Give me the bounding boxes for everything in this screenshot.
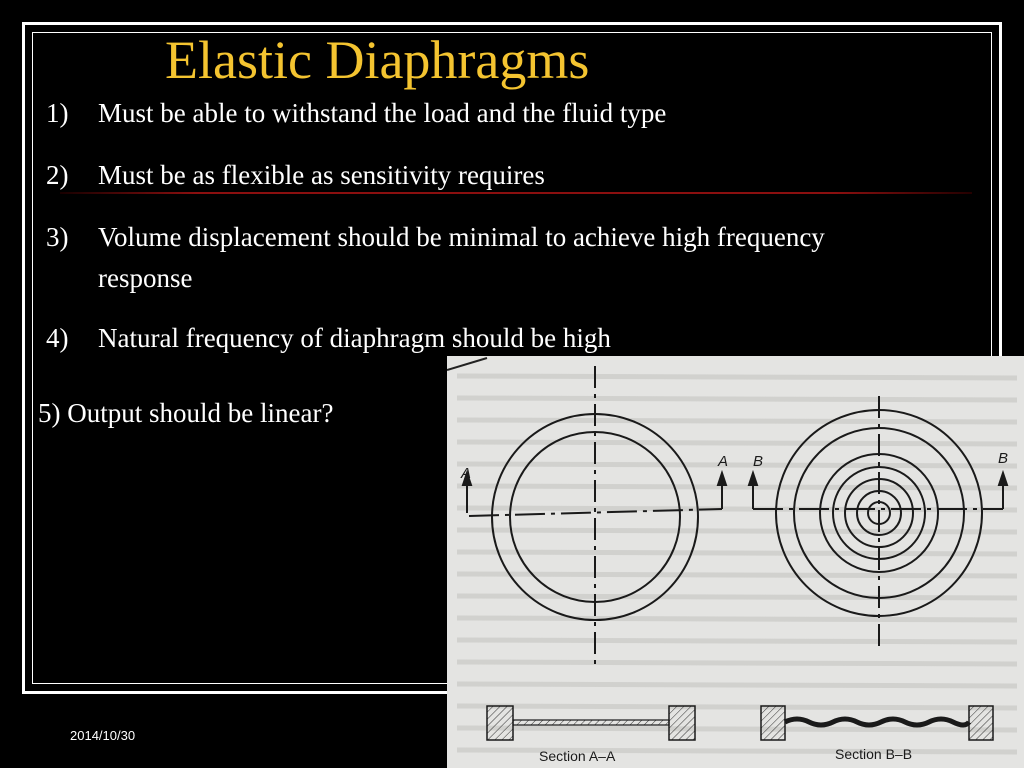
section-marker-b-left: B [753, 453, 764, 470]
section-marker-a-right: A [718, 453, 729, 470]
diaphragm-figure [447, 356, 1024, 768]
section-marker-a-left: A [461, 465, 472, 482]
list-item-text: Volume displacement should be minimal to achieve high frequency [98, 222, 825, 252]
list-item-5: 5) Output should be linear? [38, 398, 334, 428]
divider-line [60, 192, 972, 194]
list-item-text: Must be as flexible as sensitivity requires [98, 160, 545, 190]
slide-date: 2014/10/30 [70, 728, 136, 743]
slide-title: Elastic Diaphragms [165, 30, 590, 90]
section-aa-caption: Section A–A [539, 748, 616, 764]
list-item-text: Must be able to withstand the load and the fluid type [98, 98, 667, 128]
list-item-text-continuation: response [98, 263, 193, 293]
list-item-number: 4) [46, 323, 69, 353]
section-marker-b-right: B [998, 450, 1009, 467]
list-item-number: 1) [46, 98, 69, 128]
list-item-number: 3) [46, 222, 69, 252]
list-item-number: 2) [46, 160, 69, 190]
list-item-text: Natural frequency of diaphragm should be high [98, 323, 611, 353]
section-bb-caption: Section B–B [835, 746, 913, 762]
